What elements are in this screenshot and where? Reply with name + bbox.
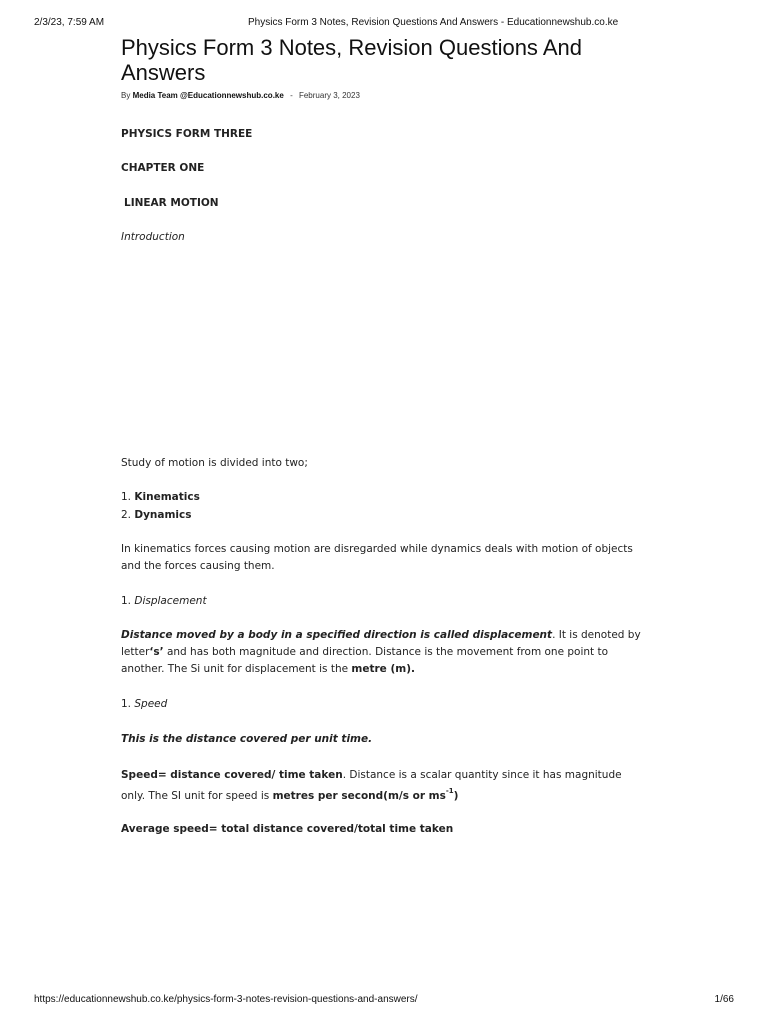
symbol-s: ‘s’ (149, 646, 164, 658)
speed-definition: This is the distance covered per unit time. (121, 733, 373, 745)
speed-formula: Speed= distance covered/ time taken (121, 769, 343, 781)
paragraph-line: In kinematics forces causing motion are disregarded while dynamics deals with motion of objects (121, 543, 633, 555)
list-number: 1. (121, 491, 132, 503)
heading-chapter-one: CHAPTER ONE (121, 162, 205, 174)
page-count: 1/66 (714, 994, 734, 1005)
section-speed (121, 696, 651, 713)
author-link[interactable]: Media Team @Educationnewshub.co.ke (132, 91, 284, 100)
unit-exponent: -1 (445, 786, 454, 795)
unit-speed: metres per second(m/s or ms (272, 790, 446, 802)
paragraph-line (121, 644, 651, 661)
study-text: Study of motion is divided into two; (121, 457, 308, 469)
paragraph-line: and the forces causing them. (121, 560, 275, 572)
paragraph-text: another. The Si unit for displacement is the (121, 663, 352, 675)
list-label: Dynamics (134, 509, 192, 521)
list-number: 2. (121, 509, 132, 521)
average-speed-formula: Average speed= total distance covered/total time taken (121, 823, 454, 835)
byline (121, 91, 643, 100)
heading-physics-form-three: PHYSICS FORM THREE (121, 128, 253, 140)
list-item (121, 507, 651, 524)
heading-linear-motion: LINEAR MOTION (124, 197, 219, 209)
list-label: Kinematics (134, 491, 200, 503)
unit-metre: metre (m). (351, 663, 415, 675)
page-url: https://educationnewshub.co.ke/physics-form-3-notes-revision-questions-and-answers/ (34, 994, 418, 1005)
paragraph-text: letter (121, 646, 150, 658)
speed-paragraph (121, 765, 651, 807)
byline-separator: - (290, 91, 293, 100)
section-label: Speed (134, 698, 168, 710)
paragraph-text: . It is denoted by (552, 629, 641, 641)
paragraph-text: ) (453, 790, 459, 802)
displacement-definition: Distance moved by a body in a specified direction is called displacement (121, 629, 553, 641)
section-displacement (121, 593, 651, 610)
displacement-paragraph (121, 627, 651, 678)
paragraph-line (121, 786, 651, 807)
list-item (121, 489, 651, 506)
section-label: Displacement (134, 595, 207, 607)
print-date: 2/3/23, 7:59 AM (34, 17, 105, 28)
article-header (121, 35, 643, 100)
paragraph-line (121, 627, 651, 644)
paragraph-text: only. The SI unit for speed is (121, 790, 273, 802)
section-number: 1. (121, 595, 132, 607)
paragraph-text: and has both magnitude and direction. Distance is the movement from one point to (163, 646, 609, 658)
paragraph-text: . Distance is a scalar quantity since it has magnitude (342, 769, 622, 781)
byline-prefix: By (121, 91, 131, 100)
paragraph-line (121, 765, 651, 786)
print-page-title: Physics Form 3 Notes, Revision Questions And Answers - Educationnewshub.co.ke (248, 17, 619, 28)
intro-label: Introduction (121, 231, 185, 243)
kinematics-paragraph (121, 541, 651, 575)
article-title: Physics Form 3 Notes, Revision Questions And Answers (121, 35, 582, 85)
paragraph-line (121, 661, 651, 678)
publish-date: February 3, 2023 (298, 91, 360, 100)
print-footer (0, 994, 768, 1008)
print-header (0, 17, 768, 31)
section-number: 1. (121, 698, 132, 710)
